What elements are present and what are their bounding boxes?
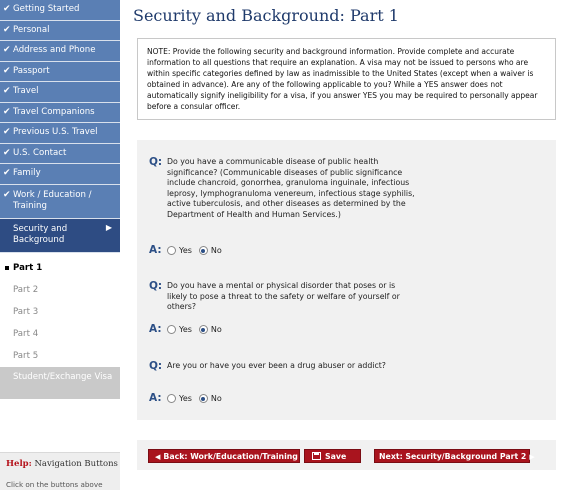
subnav-item-part-5[interactable] bbox=[0, 345, 120, 367]
check-icon: ✔ bbox=[3, 24, 11, 35]
sidebar-item-us-contact[interactable] bbox=[0, 144, 120, 165]
check-icon: ✔ bbox=[3, 106, 11, 117]
sidebar-item-label: Address and Phone bbox=[13, 45, 96, 55]
yes-option[interactable] bbox=[167, 246, 192, 255]
sidebar-item-label: Family bbox=[13, 168, 41, 178]
answer-options bbox=[167, 325, 229, 334]
sidebar-item-previous-us-travel[interactable] bbox=[0, 123, 120, 144]
chevron-right-icon: ▶ bbox=[105, 222, 112, 232]
question-text: Do you have a communicable disease of public health significance? (Communicable diseases of public significance include chancroid, gonorrhea, granuloma inguinale, infectious leprosy, lymphogranuloma venereum, infectious stage syphilis, active tuberculosis, and other diseases as determined by the Department of Health and Human Services.) bbox=[167, 157, 415, 219]
no-radio[interactable] bbox=[199, 246, 208, 255]
subnav-item-part-3[interactable] bbox=[0, 301, 120, 323]
check-icon: ✔ bbox=[3, 4, 11, 14]
subnav-item-part-2[interactable] bbox=[0, 279, 120, 301]
sidebar-item-label: Personal bbox=[13, 24, 50, 35]
button-bar bbox=[137, 440, 556, 470]
check-icon: ✔ bbox=[3, 168, 11, 178]
sidebar-item-passport[interactable] bbox=[0, 62, 120, 83]
subnav-item-part-4[interactable] bbox=[0, 323, 120, 345]
floppy-disk-icon bbox=[312, 452, 321, 460]
check-icon: ✔ bbox=[3, 127, 11, 137]
yes-radio[interactable] bbox=[167, 325, 176, 334]
no-label: No bbox=[210, 246, 222, 255]
note-box: NOTE: Provide the following security and background information. Provide complete and accurate information to all questions that require an explanation. A visa may not be issued to persons who are within specific categories defined by law as inadmissible to the United States (except when a waiver is obtained in advance). Are any of the following applicable to you? While a YES answer does not automatically signify ineligibility for a visa, if you answer YES you may be required to personally appear before a consular officer. bbox=[137, 38, 556, 120]
answer-options bbox=[167, 394, 229, 403]
arrow-right-icon: ▶ bbox=[529, 453, 535, 461]
sidebar-item-address-phone[interactable] bbox=[0, 41, 120, 62]
next-button-label: Next: Security/Background Part 2 bbox=[379, 452, 527, 461]
no-option[interactable] bbox=[199, 325, 222, 334]
sidebar-item-student-exchange bbox=[0, 367, 120, 399]
sidebar-item-label: Getting Started bbox=[13, 4, 80, 14]
subnav-item-part-1[interactable] bbox=[0, 257, 120, 279]
sidebar-item-label: Travel Companions bbox=[13, 106, 95, 117]
sidebar-item-label: Student/Exchange Visa bbox=[13, 371, 113, 382]
answer-marker: A: bbox=[149, 392, 162, 404]
question-marker: Q: bbox=[149, 280, 163, 292]
sidebar-item-label: Previous U.S. Travel bbox=[13, 127, 98, 137]
yes-label: Yes bbox=[179, 325, 192, 334]
answer-marker: A: bbox=[149, 244, 162, 256]
sidebar-item-label: Passport bbox=[13, 65, 50, 76]
question-text: Are you or have you ever been a drug abuser or addict? bbox=[167, 361, 386, 370]
check-icon: ✔ bbox=[3, 189, 11, 200]
sidebar-item-security-background[interactable] bbox=[0, 219, 120, 253]
sidebar bbox=[0, 0, 120, 490]
sidebar-item-travel[interactable] bbox=[0, 82, 120, 103]
answer-marker: A: bbox=[149, 323, 162, 335]
check-icon: ✔ bbox=[3, 45, 11, 55]
sidebar-item-getting-started[interactable] bbox=[0, 0, 120, 21]
sidebar-item-family[interactable] bbox=[0, 164, 120, 185]
check-icon: ✔ bbox=[3, 65, 11, 76]
save-button-label: Save bbox=[325, 452, 347, 461]
sidebar-item-label: Security and Background bbox=[13, 223, 68, 245]
subnav-item-label: Part 4 bbox=[13, 328, 39, 339]
question-panel bbox=[137, 140, 556, 420]
no-option[interactable] bbox=[199, 246, 222, 255]
no-option[interactable] bbox=[199, 394, 222, 403]
sidebar-item-label: Work / Education / Training bbox=[13, 189, 92, 211]
yes-label: Yes bbox=[179, 246, 192, 255]
question-text: Do you have a mental or physical disorder that poses or is likely to pose a threat to the safety or welfare of yourself or others? bbox=[167, 281, 400, 311]
check-icon: ✔ bbox=[3, 86, 11, 96]
subnav-item-label: Part 3 bbox=[13, 306, 39, 317]
no-radio[interactable] bbox=[199, 394, 208, 403]
sidebar-item-travel-companions[interactable] bbox=[0, 103, 120, 124]
subnav-item-label: Part 5 bbox=[13, 350, 39, 361]
answer-options bbox=[167, 246, 229, 255]
sidebar-item-work-education[interactable] bbox=[0, 185, 120, 219]
help-title bbox=[6, 459, 118, 469]
back-button[interactable] bbox=[148, 449, 300, 463]
yes-radio[interactable] bbox=[167, 246, 176, 255]
question-marker: Q: bbox=[149, 156, 163, 168]
help-text: Click on the buttons above bbox=[6, 480, 103, 489]
no-label: No bbox=[210, 325, 222, 334]
sidebar-item-personal[interactable] bbox=[0, 21, 120, 42]
question-marker: Q: bbox=[149, 360, 163, 372]
next-button[interactable] bbox=[374, 449, 535, 463]
no-radio[interactable] bbox=[199, 325, 208, 334]
subnav-item-label: Part 1 bbox=[13, 262, 43, 273]
back-button-label: Back: Work/Education/Training bbox=[163, 452, 298, 461]
no-label: No bbox=[210, 394, 222, 403]
yes-option[interactable] bbox=[167, 325, 192, 334]
help-box bbox=[0, 452, 120, 490]
page-title: Security and Background: Part 1 bbox=[133, 6, 399, 25]
check-icon: ✔ bbox=[3, 147, 11, 158]
yes-label: Yes bbox=[179, 394, 192, 403]
yes-radio[interactable] bbox=[167, 394, 176, 403]
help-title-text: Navigation Buttons bbox=[34, 459, 118, 469]
help-prefix: Help: bbox=[6, 459, 32, 469]
arrow-left-icon: ◀ bbox=[155, 453, 161, 461]
sidebar-item-label: U.S. Contact bbox=[13, 147, 67, 158]
save-button[interactable] bbox=[304, 449, 361, 463]
current-bullet-icon bbox=[5, 266, 9, 270]
sidebar-item-label: Travel bbox=[13, 86, 39, 96]
subnav-item-label: Part 2 bbox=[13, 284, 39, 295]
yes-option[interactable] bbox=[167, 394, 192, 403]
